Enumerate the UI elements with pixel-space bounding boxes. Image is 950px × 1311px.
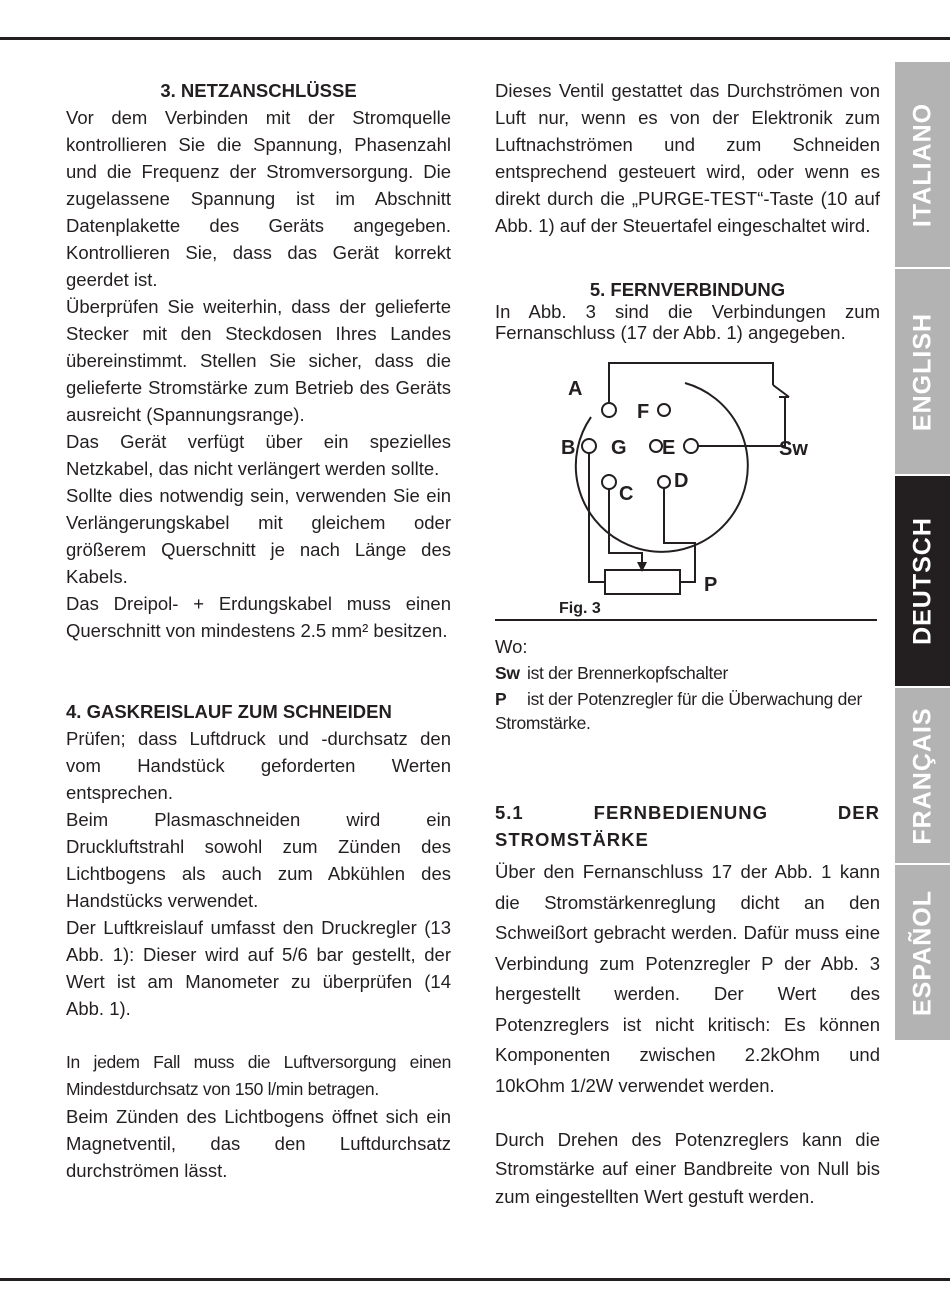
paragraph: Das Gerät verfügt über ein spezielles Netzkabel, das nicht verlängert werden sollte. — [66, 431, 451, 479]
paragraph: Der Luftkreislauf umfasst den Druckregler (13 Abb. 1): Dieser wird auf 5/6 bar gestellt, der Wert ist am Manometer zu überprüfen (14 Abb. 1). — [66, 917, 451, 1019]
legend-text-p: ist der Potenzregler für die Überwachung der Stromstärke. — [495, 689, 863, 733]
tab-italiano[interactable] — [895, 62, 950, 269]
figure-caption: Fig. 3 — [559, 600, 601, 617]
paragraph: In Abb. 3 sind die Verbindungen zum Fernanschluss (17 der Abb. 1) angegeben. — [495, 301, 880, 343]
switch-label: Sw — [779, 438, 808, 460]
paragraph: Beim Plasmaschneiden wird ein Druckluftstrahl sowohl zum Zünden des Lichtbogens als auch zum Abkühlen des Handstücks verwendet. — [66, 809, 451, 911]
wire-d-pot — [664, 489, 695, 582]
pin-label-g: G — [611, 437, 627, 459]
pin-label-a: A — [568, 378, 583, 400]
pin-label-d: D — [674, 470, 689, 492]
wire-b-pot — [589, 453, 605, 582]
tab-english[interactable] — [895, 269, 950, 476]
pin-d — [658, 476, 670, 488]
paragraph: In jedem Fall muss die Luftversorgung einen Mindestdurchsatz von 150 l/min betragen. — [66, 1052, 451, 1099]
pin-label-c: C — [619, 483, 634, 505]
pin-c — [602, 475, 616, 489]
top-rule — [0, 37, 950, 40]
wire-a-switch — [609, 363, 773, 403]
pin-label-f: F — [637, 401, 650, 423]
potentiometer-label: P — [704, 574, 718, 596]
legend — [495, 633, 880, 735]
section-5-1-title: 5.1 FERNBEDIENUNG DER — [495, 802, 880, 823]
tab-deutsch[interactable] — [895, 476, 950, 688]
pin-f — [658, 404, 670, 416]
tab-label: FRANÇAIS — [908, 706, 936, 845]
legend-key-p: P — [495, 689, 507, 709]
connector-wiring-diagram — [495, 355, 880, 617]
tab-espanol[interactable] — [895, 865, 950, 1042]
potentiometer — [605, 570, 680, 594]
figure-divider — [495, 619, 877, 621]
paragraph: Vor dem Verbinden mit der Stromquelle kontrollieren Sie die Spannung, Phasenzahl und die Frequenz der Stromversorgung. Die zugelassene Spannung ist im Abschnitt Datenplakette des Geräts angegeben. Kontrollieren Sie, dass das Gerät korrekt geerdet ist. — [66, 107, 451, 290]
bottom-rule — [0, 1278, 950, 1281]
section-4-title: 4. GASKREISLAUF ZUM SCHNEIDEN — [66, 701, 392, 722]
paragraph: Über den Fernanschluss 17 der Abb. 1 kann die Stromstärkenreglung dicht an den Schweißort gebracht werden. Dafür muss eine Verbindung zum Potenzregler P der Abb. 3 hergestellt werden. Der Wert des Potenzreglers ist nicht kritisch: Es können Komponenten zwischen 2.2kOhm und 10kOhm 1/2W verwendet werden. — [495, 861, 880, 1096]
pin-label-b: B — [561, 437, 576, 459]
paragraph: Überprüfen Sie weiterhin, dass der gelieferte Stecker mit den Steckdosen Ihres Landes übereinstimmt. Stellen Sie sicher, dass die gelieferte Stromstärke zum Betrieb des Geräts ausreicht (Spannungsrange). — [66, 296, 451, 425]
paragraph: Prüfen; dass Luftdruck und -durchsatz den vom Handstück geforderten Werten entsprechen. — [66, 728, 451, 803]
paragraph: Beim Zünden des Lichtbogens öffnet sich ein Magnetventil, das den Luftdurchsatz durchströmen lässt. — [66, 1106, 451, 1181]
switch-contact — [773, 385, 789, 397]
tab-label: ESPAÑOL — [908, 889, 936, 1016]
pin-b — [582, 439, 596, 453]
paragraph: Sollte dies notwendig sein, verwenden Sie ein Verlängerungskabel mit gleichem oder größerem Querschnitt je nach Länge des Kabels. — [66, 485, 451, 587]
right-column — [495, 77, 880, 1212]
section-5-title: 5. FERNVERBINDUNG — [589, 279, 786, 300]
legend-intro: Wo: — [495, 636, 528, 657]
tab-francais[interactable] — [895, 688, 950, 865]
tab-label: ENGLISH — [908, 312, 936, 431]
pin-label-e: E — [662, 437, 676, 459]
paragraph: Das Dreipol- + Erdungskabel muss einen Querschnitt von mindestens 2.5 mm² besitzen. — [66, 593, 451, 641]
section-5-1-title-cont: STROMSTÄRKE — [495, 829, 649, 850]
paragraph: Durch Drehen des Potenzreglers kann die Stromstärke auf einer Bandbreite von Null bis zum eingestellten Wert gestuft werden. — [495, 1129, 880, 1207]
section-3-title: 3. NETZANSCHLÜSSE — [160, 80, 357, 101]
legend-text-sw: ist der Brennerkopfschalter — [527, 663, 729, 683]
pin-e — [684, 439, 698, 453]
paragraph: Dieses Ventil gestattet das Durchströmen von Luft nur, wenn es von der Elektronik zum Luftnachströmen und zum Schneiden entsprechend gesteuert wird, oder wenn es direkt durch die „PURGE-TEST“-Taste (10 auf Abb. 1) auf der Steuertafel eingeschaltet wird. — [495, 80, 880, 236]
tab-label: DEUTSCH — [908, 517, 936, 645]
pin-g — [650, 440, 662, 452]
tab-label: ITALIANO — [908, 102, 936, 227]
figure-3 — [495, 355, 880, 617]
legend-key-sw: Sw — [495, 663, 520, 683]
pin-a — [602, 403, 616, 417]
language-tabs — [895, 62, 950, 1042]
left-column — [66, 77, 451, 1184]
wire-e-switch — [698, 415, 785, 446]
